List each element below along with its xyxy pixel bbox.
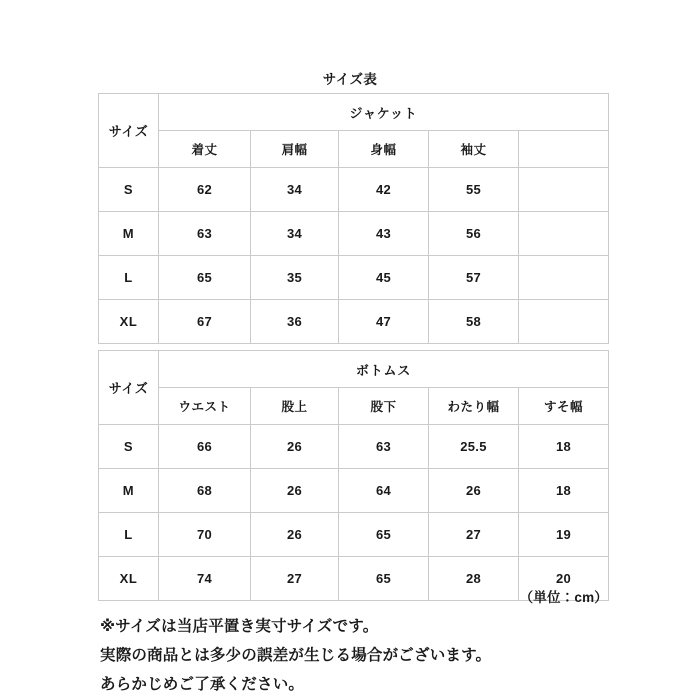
footer-note-line-2: 実際の商品とは多少の誤差が生じる場合がございます。	[100, 647, 492, 664]
bottoms-cell-m-0: 68	[159, 469, 251, 513]
page-title: サイズ表	[322, 72, 378, 87]
table-row	[99, 256, 609, 300]
bottoms-cell-l-0: 70	[159, 513, 251, 557]
table-header-row	[99, 351, 609, 388]
bottoms-row-label-s: S	[99, 425, 159, 469]
jacket-cell-xl-4	[519, 300, 609, 344]
bottoms-cell-s-3: 25.5	[429, 425, 519, 469]
jacket-column-header-4	[519, 131, 609, 168]
jacket-column-header-2: 身幅	[339, 131, 429, 168]
bottoms-cell-xl-1: 27	[251, 557, 339, 601]
bottoms-cell-xl-4: 20	[519, 557, 609, 601]
unit-note: （単位：cm）	[519, 590, 608, 605]
footer-notes	[100, 612, 660, 699]
footer-note-line-3: あらかじめご了承ください。	[100, 676, 305, 693]
bottoms-cell-m-2: 64	[339, 469, 429, 513]
jacket-group-header: ジャケット	[159, 94, 609, 131]
bottoms-column-header-1: 股上	[251, 388, 339, 425]
jacket-cell-s-2: 42	[339, 168, 429, 212]
jacket-cell-s-1: 34	[251, 168, 339, 212]
bottoms-row-label-l: L	[99, 513, 159, 557]
jacket-column-header-1: 肩幅	[251, 131, 339, 168]
jacket-cell-s-0: 62	[159, 168, 251, 212]
jacket-cell-s-3: 55	[429, 168, 519, 212]
bottoms-cell-xl-2: 65	[339, 557, 429, 601]
bottoms-cell-s-1: 26	[251, 425, 339, 469]
jacket-cell-l-3: 57	[429, 256, 519, 300]
bottoms-cell-s-0: 66	[159, 425, 251, 469]
jacket-cell-m-2: 43	[339, 212, 429, 256]
jacket-cell-l-4	[519, 256, 609, 300]
bottoms-cell-l-2: 65	[339, 513, 429, 557]
bottoms-cell-m-3: 26	[429, 469, 519, 513]
jacket-row-label-xl: XL	[99, 300, 159, 344]
bottoms-cell-m-1: 26	[251, 469, 339, 513]
table-row	[99, 425, 609, 469]
bottoms-cell-l-1: 26	[251, 513, 339, 557]
bottoms-cell-l-4: 19	[519, 513, 609, 557]
jacket-size-header: サイズ	[99, 94, 159, 168]
table-row	[99, 513, 609, 557]
bottoms-cell-l-3: 27	[429, 513, 519, 557]
jacket-row-label-s: S	[99, 168, 159, 212]
table-row	[99, 469, 609, 513]
jacket-cell-l-0: 65	[159, 256, 251, 300]
jacket-row-label-l: L	[99, 256, 159, 300]
jacket-cell-m-3: 56	[429, 212, 519, 256]
bottoms-column-header-0: ウエスト	[159, 388, 251, 425]
table-subheader-row	[99, 131, 609, 168]
bottoms-cell-s-4: 18	[519, 425, 609, 469]
table-row	[99, 168, 609, 212]
bottoms-group-header: ボトムス	[159, 351, 609, 388]
bottoms-cell-m-4: 18	[519, 469, 609, 513]
bottoms-size-header: サイズ	[99, 351, 159, 425]
jacket-cell-xl-0: 67	[159, 300, 251, 344]
jacket-cell-m-4	[519, 212, 609, 256]
jacket-cell-xl-1: 36	[251, 300, 339, 344]
table-row	[99, 300, 609, 344]
jacket-size-table	[98, 93, 609, 344]
jacket-cell-s-4	[519, 168, 609, 212]
bottoms-row-label-xl: XL	[99, 557, 159, 601]
jacket-column-header-3: 袖丈	[429, 131, 519, 168]
table-row	[99, 212, 609, 256]
bottoms-row-label-m: M	[99, 469, 159, 513]
bottoms-cell-xl-0: 74	[159, 557, 251, 601]
bottoms-cell-s-2: 63	[339, 425, 429, 469]
jacket-column-header-0: 着丈	[159, 131, 251, 168]
bottoms-column-header-3: わたり幅	[429, 388, 519, 425]
bottoms-cell-xl-3: 28	[429, 557, 519, 601]
jacket-row-label-m: M	[99, 212, 159, 256]
jacket-cell-l-2: 45	[339, 256, 429, 300]
table-header-row	[99, 94, 609, 131]
jacket-cell-m-1: 34	[251, 212, 339, 256]
bottoms-column-header-4: すそ幅	[519, 388, 609, 425]
bottoms-column-header-2: 股下	[339, 388, 429, 425]
footer-note-line-1: ※サイズは当店平置き実寸サイズです。	[100, 618, 379, 635]
table-subheader-row	[99, 388, 609, 425]
bottoms-size-table	[98, 350, 609, 601]
jacket-cell-l-1: 35	[251, 256, 339, 300]
jacket-cell-xl-2: 47	[339, 300, 429, 344]
jacket-cell-xl-3: 58	[429, 300, 519, 344]
jacket-cell-m-0: 63	[159, 212, 251, 256]
